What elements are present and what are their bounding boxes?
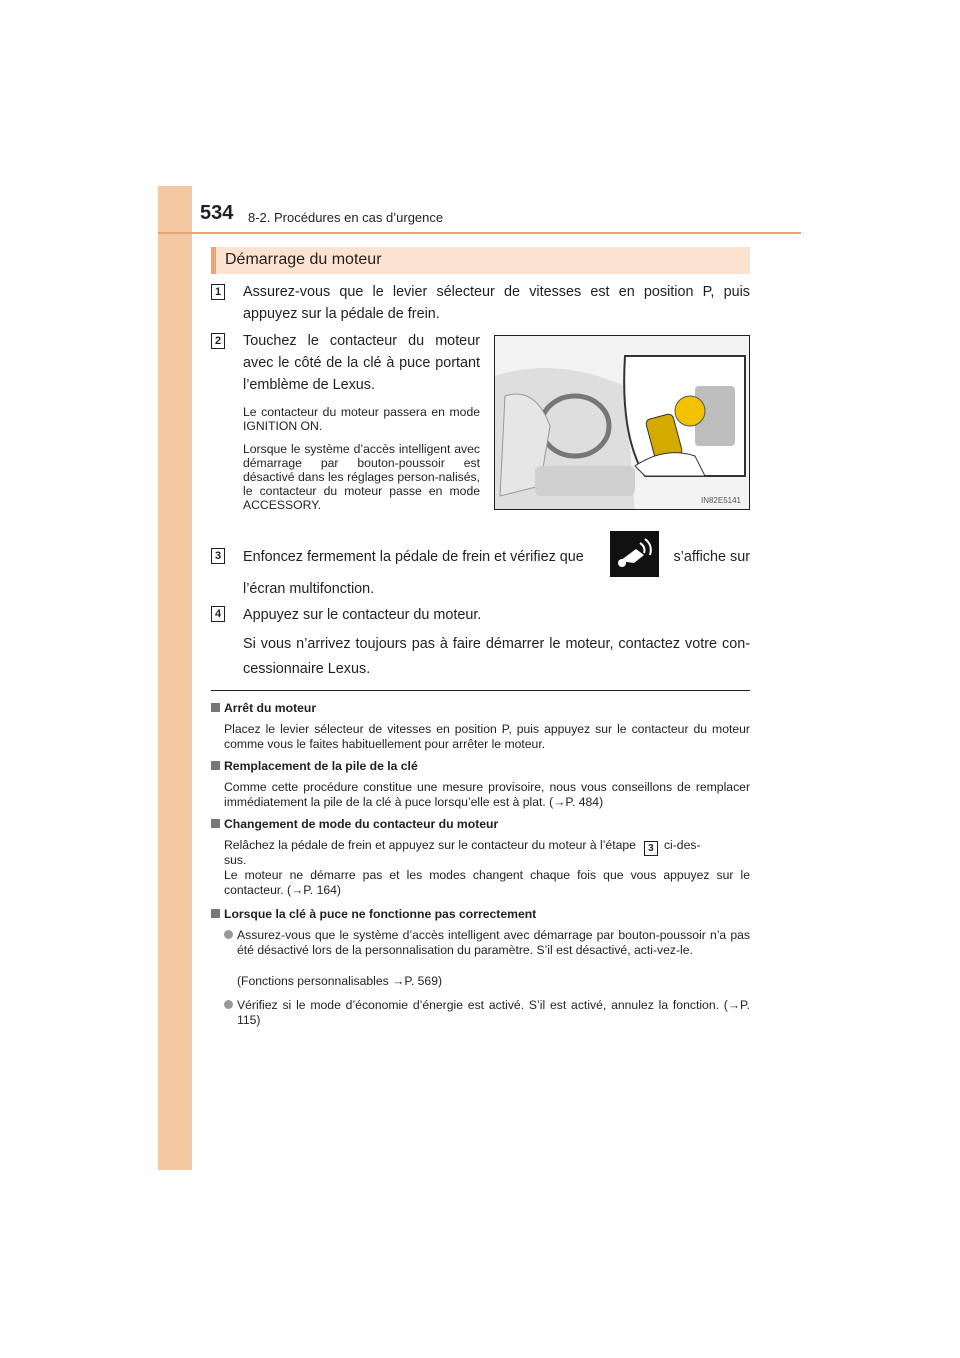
illustration-code: IN82E5141 [700, 496, 741, 505]
step-3-text-start: Enfoncez fermement la pédale de frein et vérifiez que [243, 549, 584, 565]
step-4-text: Appuyez sur le contacteur du moteur. [243, 607, 482, 623]
note-3-title: Changement de mode du contacteur du moteur [224, 817, 499, 831]
note-4-bullet-1-extra: (Fonctions personnalisables →P. 569) [237, 974, 443, 988]
square-bullet-icon [211, 819, 220, 828]
note-4-bullet-2 [224, 998, 750, 1027]
chapter-sidebar-tab [158, 186, 192, 1170]
square-bullet-icon [211, 703, 220, 712]
note-2-text: Comme cette procédure constitue une mesure provisoire, nous vous conseillons de remplacer immédiatement la pile de la clé à puce lorsqu’elle est à plat. (→P. 484) [224, 780, 750, 809]
chapter-title: 8-2. Procédures en cas d’urgence [248, 210, 444, 225]
note-heading-engine-stop [211, 701, 316, 715]
note-2-title: Remplacement de la pile de la clé [224, 759, 418, 773]
note-heading-key-not-working [211, 907, 536, 921]
brake-pedal-indicator-icon [610, 531, 659, 577]
note-4-bullet-2-text: Vérifiez si le mode d’économie d’énergie est activé. S’il est activé, annulez la fonction. (→P. 115) [237, 998, 750, 1027]
step-3-number: 3 [211, 548, 225, 564]
note-3-text-start: Relâchez la pédale de frein et appuyez sur le contacteur du moteur à l’étape [224, 838, 636, 852]
step-2-number: 2 [211, 333, 225, 349]
note-4-bullet-1 [224, 928, 750, 957]
section-header [211, 247, 750, 274]
note-3-text-2: Le moteur ne démarre pas et les modes changent chaque fois que vous appuyez sur le contacteur. (→P. 164) [224, 868, 750, 897]
section-divider [211, 690, 750, 691]
section-title: Démarrage du moteur [225, 251, 382, 268]
step-2-text: Touchez le contacteur du moteur avec le côté de la clé à puce portant l’emblème de Lexus. [243, 333, 480, 393]
step-3-text-line2: l’écran multifonction. [243, 581, 375, 597]
note-1-title: Arrêt du moteur [224, 701, 317, 715]
round-bullet-icon [224, 1000, 233, 1009]
followup-text: Si vous n’arrivez toujours pas à faire démarrer le moteur, contactez votre con-cessionnaire Lexus. [243, 636, 750, 677]
page-number: 534 [200, 202, 234, 224]
round-bullet-icon [224, 930, 233, 939]
note-4-title: Lorsque la clé à puce ne fonctionne pas correctement [224, 907, 537, 921]
step-3-text-end: s’affiche sur [673, 549, 750, 565]
driver-touching-switch-illustration [495, 336, 750, 510]
note-3-step-ref: 3 [644, 841, 658, 856]
square-bullet-icon [211, 761, 220, 770]
illustration-touch-key-to-switch [494, 335, 750, 510]
step-2-note-1: Le contacteur du moteur passera en mode IGNITION ON. [243, 405, 480, 433]
square-bullet-icon [211, 909, 220, 918]
step-1-text: Assurez-vous que le levier sélecteur de vitesses est en position P, puis appuyez sur la pédale de frein. [243, 284, 750, 322]
note-heading-mode-change [211, 817, 498, 831]
note-heading-battery-replacement [211, 759, 418, 773]
header-rule [158, 232, 801, 234]
note-4-bullet-1-text: Assurez-vous que le système d’accès intelligent avec démarrage par bouton-poussoir n’a pas été désactivé lors de la personnalisation du paramètre. S’il est désactivé, acti-vez-le. [237, 928, 750, 957]
note-3-text-end: ci-des- [663, 838, 701, 852]
step-2-note-2: Lorsque le système d’accès intelligent avec démarrage par bouton-poussoir est désactivé dans les réglages person-nalisés, le contacteur du moteur passe en mode ACCESSORY. [243, 442, 480, 512]
note-1-text: Placez le levier sélecteur de vitesses en position P, puis appuyez sur le contacteur du moteur comme vous le faites habituellement pour arrêter le moteur. [224, 722, 750, 751]
step-4-number: 4 [211, 606, 225, 622]
step-1-number: 1 [211, 284, 225, 300]
note-3-text-line2: sus. [224, 853, 247, 867]
section-header-accent [211, 247, 216, 274]
